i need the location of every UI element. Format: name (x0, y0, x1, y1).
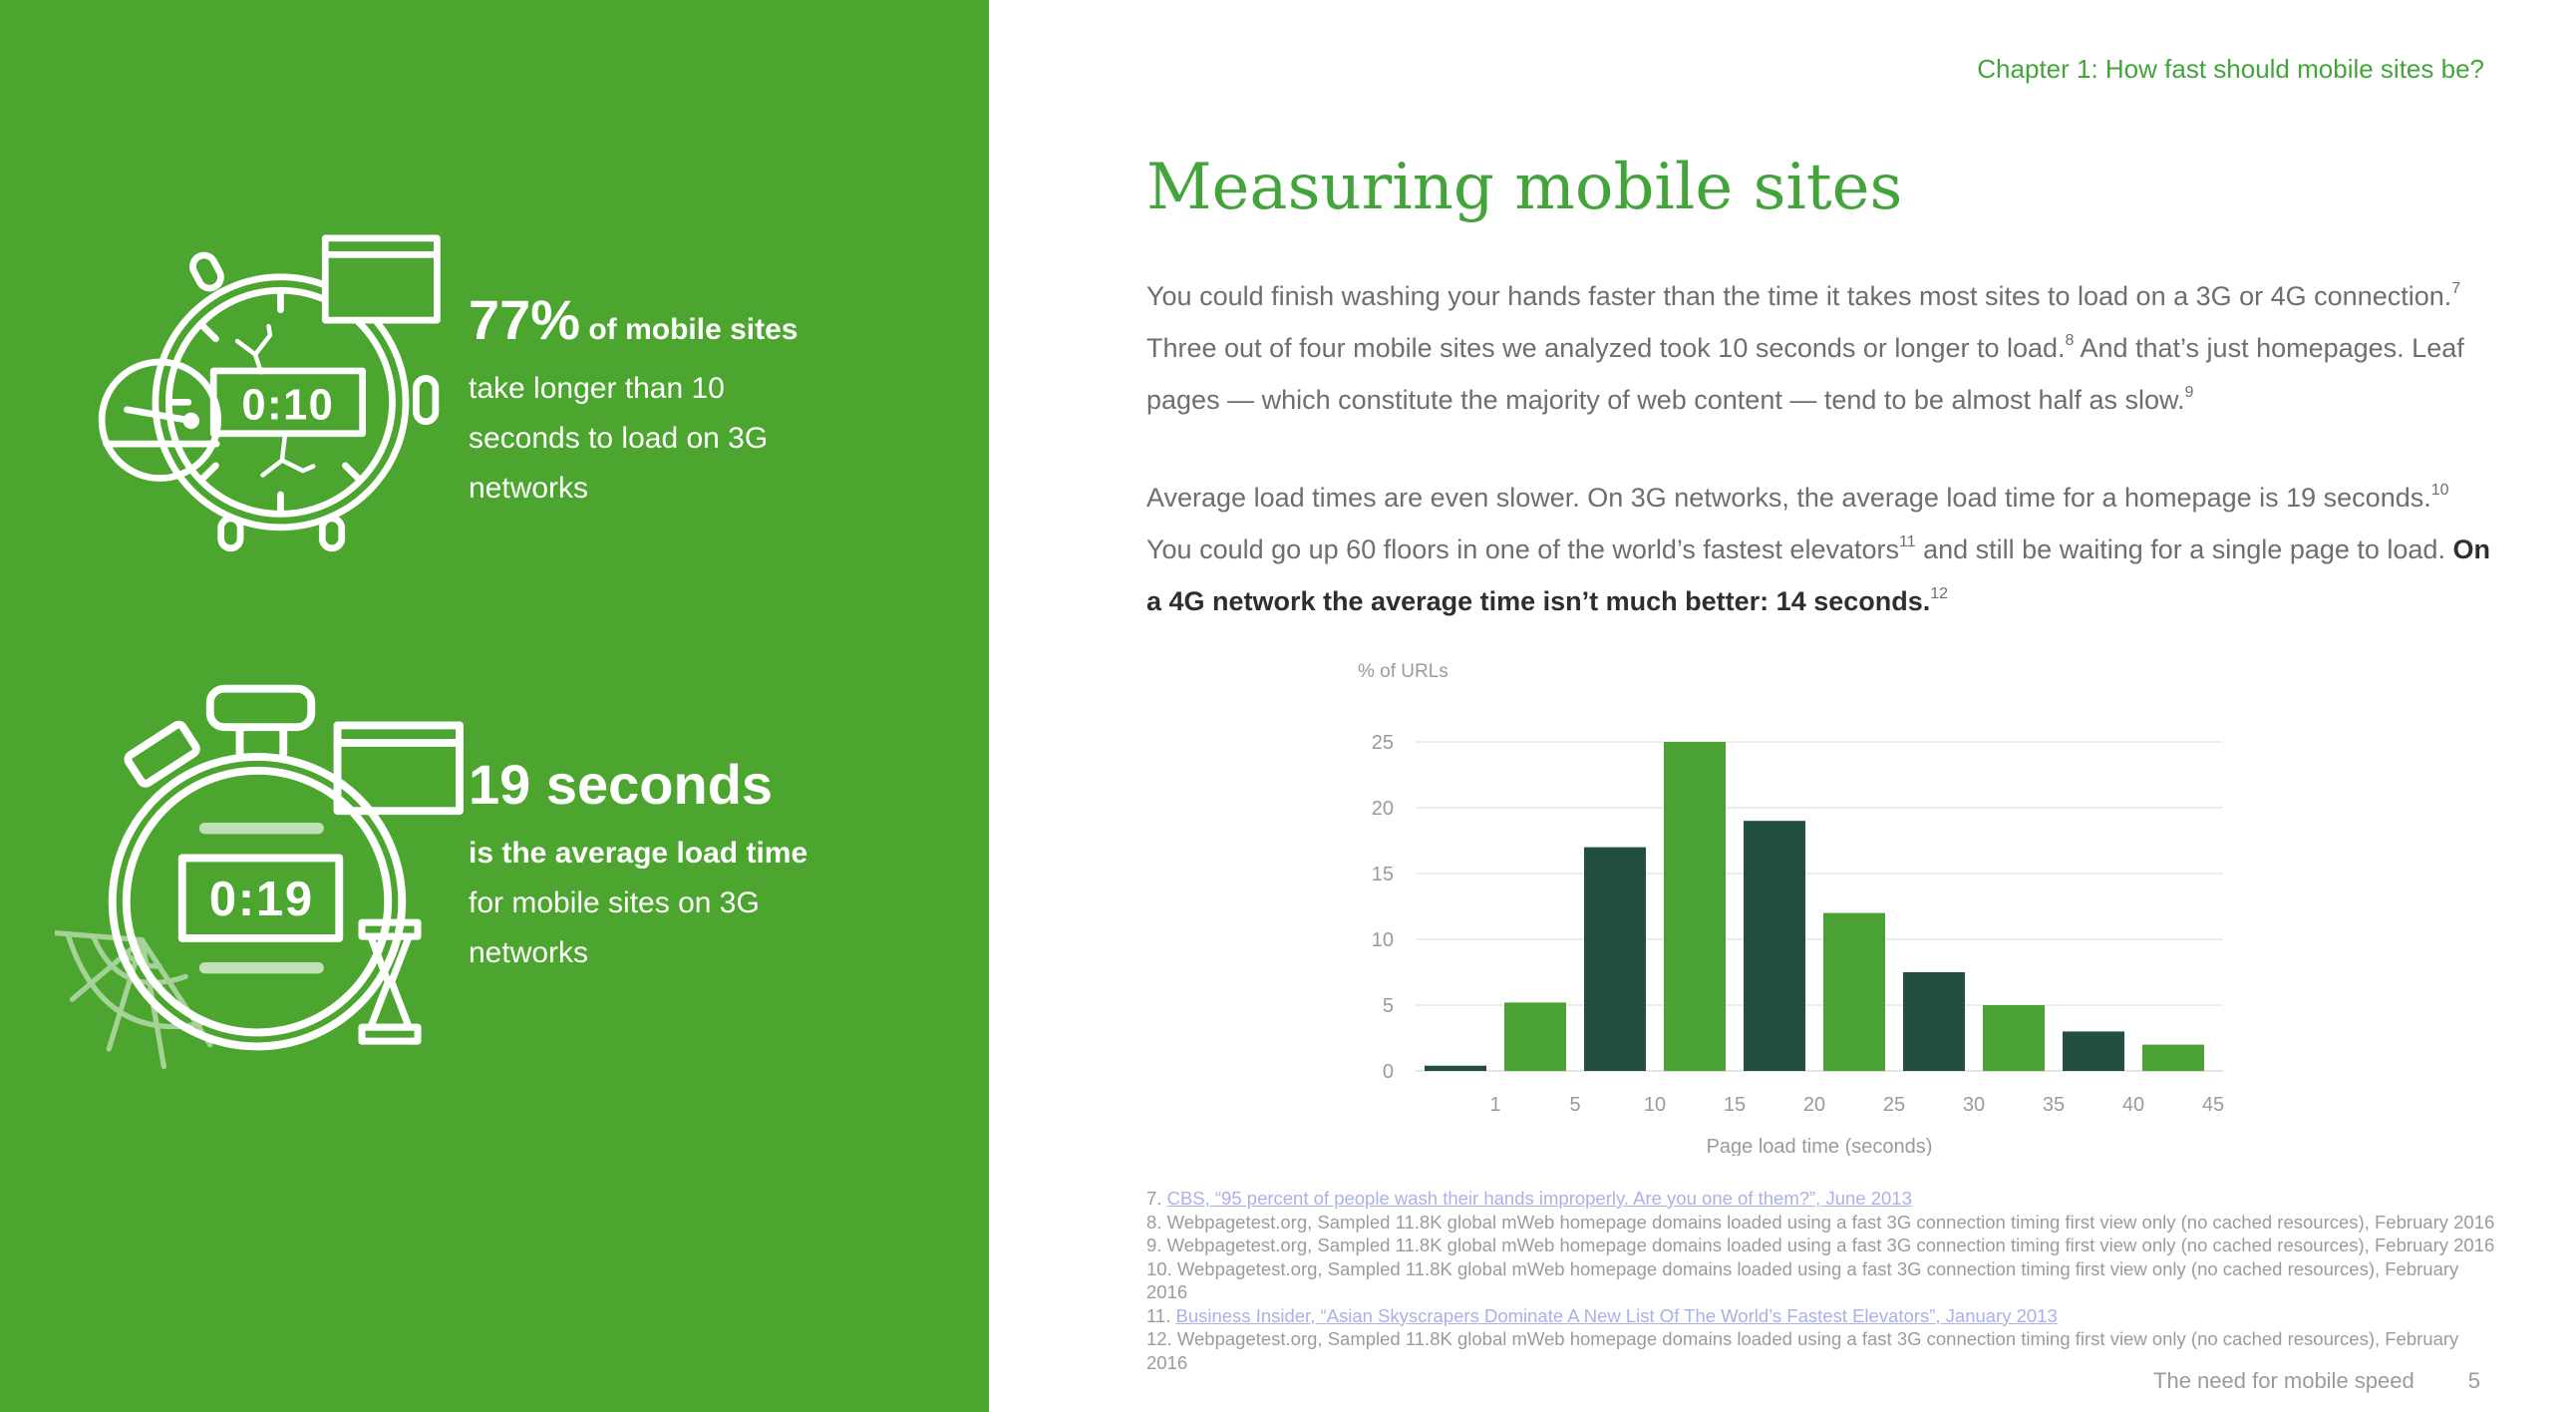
bar-5 (1504, 1002, 1566, 1071)
clock-time-display: 0:10 (241, 381, 335, 430)
stat-headline (469, 288, 917, 351)
page-footer (2153, 1368, 2480, 1394)
cracked-alarm-clock-icon (70, 217, 459, 556)
x-tick-label: 45 (2201, 1094, 2225, 1116)
stat-line: seconds to load on 3G (469, 421, 769, 455)
x-tick-label: 1 (1489, 1094, 1501, 1116)
text-segment: On a 4G network the average time isn’t much better: 14 seconds. (1146, 534, 2490, 616)
footnote-item (1146, 1327, 2502, 1374)
footnote-item (1146, 1257, 2502, 1304)
paragraph-1 (1146, 270, 2490, 426)
stat-line: networks (469, 471, 589, 505)
stat-19-seconds (469, 753, 917, 978)
bar-1 (1425, 1066, 1486, 1071)
text-segment: You could go up 60 floors in one of the world’s fastest elevators (1146, 534, 1899, 564)
stat-headline (469, 753, 917, 816)
footnote-number: 12. (1146, 1328, 1177, 1349)
y-tick-label: 15 (1371, 864, 1394, 885)
bar-10 (1584, 848, 1646, 1071)
x-tick-label: 15 (1723, 1094, 1747, 1116)
page-number: 5 (2467, 1368, 2480, 1393)
footnote-link[interactable]: CBS, “95 percent of people wash their hands improperly. Are you one of them?”, June 2013 (1166, 1188, 1912, 1209)
footnote-number: 9. (1146, 1235, 1167, 1255)
text-segment: Average load times are even slower. On 3G networks, the average load time for a homepage is 19 seconds. (1146, 483, 2431, 513)
bar-20 (1744, 821, 1805, 1071)
footnote-number: 8. (1146, 1211, 1167, 1233)
footnote-reference: 10 (2430, 482, 2449, 499)
footnote-item (1146, 1187, 2502, 1211)
stat-line: take longer than 10 (469, 371, 725, 405)
footnote-number: 11. (1146, 1304, 1176, 1326)
bar-45 (2142, 1045, 2204, 1071)
text-segment: And that’s just homepages. Leaf pages — which constitute the majority of web content — tend to be almost half as slow. (1146, 333, 2464, 415)
y-tick-label: 0 (1382, 1061, 1394, 1083)
left-infographic-panel (0, 0, 989, 1412)
main-content (989, 0, 2576, 1412)
bar-15 (1664, 742, 1726, 1071)
footnote-text: Webpagetest.org, Sampled 11.8K global mWeb homepage domains loaded using a fast 3G connection timing first view only (no cached resources), February 2016 (1146, 1257, 2459, 1302)
footnote-link[interactable]: Business Insider, “Asian Skyscrapers Dominate A New List Of The World’s Fastest Elevators”, January 2013 (1175, 1304, 2058, 1326)
bar-40 (2063, 1031, 2124, 1071)
text-segment: and still be waiting for a single page to load. (1915, 534, 2453, 564)
x-tick-label: 35 (2042, 1094, 2066, 1116)
footnote-reference: 7 (2451, 280, 2461, 297)
stat-77-percent (469, 288, 917, 514)
footnote-text: Webpagetest.org, Sampled 11.8K global mWeb homepage domains loaded using a fast 3G connection timing first view only (no cached resources), February 2016 (1166, 1235, 2495, 1255)
footer-label: The need for mobile speed (2153, 1368, 2415, 1393)
stat-subhead: is the average load time (469, 836, 808, 870)
load-time-bar-chart (1346, 661, 2253, 1161)
stopwatch-icon (55, 678, 474, 1071)
text-segment: Three out of four mobile sites we analyzed took 10 seconds or longer to load. (1146, 333, 2066, 363)
x-tick-label: 40 (2121, 1094, 2145, 1116)
y-tick-label: 5 (1382, 995, 1394, 1017)
chapter-header: Chapter 1: How fast should mobile sites be? (1977, 54, 2484, 84)
x-tick-label: 5 (1569, 1094, 1581, 1116)
footnote-text: Webpagetest.org, Sampled 11.8K global mWeb homepage domains loaded using a fast 3G connection timing first view only (no cached resources), February 2016 (1146, 1328, 2459, 1373)
footnotes-list (1146, 1187, 2502, 1374)
bar-chart-canvas (1346, 687, 2253, 1156)
footnote-reference: 12 (1930, 585, 1949, 602)
bar-30 (1903, 972, 1965, 1071)
page-title: Measuring mobile sites (1146, 151, 1903, 224)
footnote-text: Webpagetest.org, Sampled 11.8K global mWeb homepage domains loaded using a fast 3G connection timing first view only (no cached resources), February 2016 (1166, 1211, 2495, 1233)
footnote-item (1146, 1234, 2502, 1257)
stat-line: for mobile sites on 3G (469, 885, 760, 919)
x-tick-label: 20 (1802, 1094, 1826, 1116)
stat-value-suffix: of mobile sites (580, 313, 799, 346)
footnote-number: 7. (1146, 1188, 1167, 1209)
text-segment: You could finish washing your hands faster than the time it takes most sites to load on a 3G or 4G connection. (1146, 281, 2452, 311)
paragraph-2 (1146, 472, 2490, 627)
footnote-reference: 11 (1899, 533, 1916, 550)
footnote-reference: 8 (2065, 332, 2075, 349)
footnote-item (1146, 1211, 2502, 1235)
chart-x-axis-title: Page load time (seconds) (1706, 1136, 1933, 1156)
x-tick-label: 25 (1882, 1094, 1906, 1116)
stat-value: 77% (469, 288, 581, 351)
x-tick-label: 10 (1643, 1094, 1667, 1116)
y-tick-label: 25 (1371, 732, 1394, 754)
bar-35 (1983, 1005, 2045, 1071)
y-tick-label: 10 (1371, 929, 1394, 951)
bar-25 (1823, 913, 1885, 1071)
y-tick-label: 20 (1371, 798, 1394, 820)
stat-line: networks (469, 935, 589, 969)
stat-value: 19 seconds (469, 753, 774, 816)
chart-y-axis-title: % of URLs (1358, 661, 1449, 682)
stopwatch-time-display: 0:19 (208, 873, 314, 927)
footnote-reference: 9 (2184, 384, 2194, 401)
footnote-number: 10. (1146, 1257, 1177, 1279)
footnote-item (1146, 1304, 2502, 1328)
x-tick-label: 30 (1962, 1094, 1986, 1116)
